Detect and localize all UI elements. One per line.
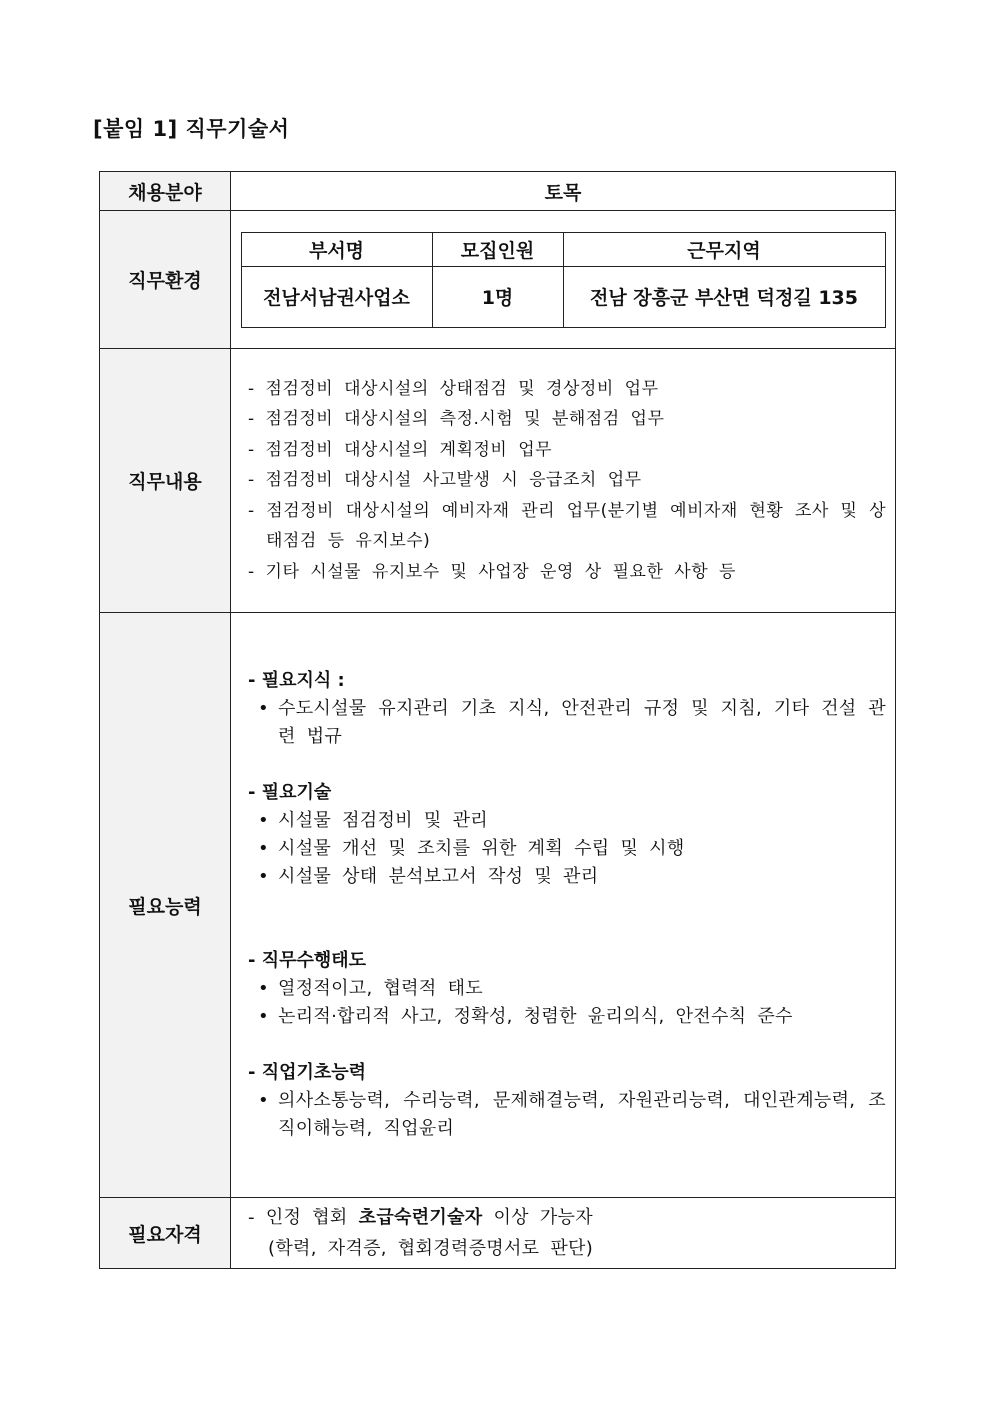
list-item: • 수도시설물 유지관리 기초 지식, 안전관리 규정 및 지침, 기타 건설 관련 법규	[258, 695, 886, 751]
list-item: - 점검정비 대상시설 사고발생 시 응급조치 업무	[248, 470, 642, 491]
job-description-table	[99, 171, 896, 1269]
skills-list	[248, 807, 886, 891]
required-qualification-cell	[231, 1198, 896, 1269]
list-item: - 기타 시설물 유지보수 및 사업장 운영 상 필요한 사항 등	[248, 561, 736, 582]
job-content-label: 직무내용	[100, 349, 231, 613]
job-content-list	[231, 374, 895, 588]
env-value-headcount: 1명	[432, 266, 563, 327]
env-value-department: 전남서남권사업소	[241, 266, 432, 327]
recruit-field-label: 채용분야	[100, 172, 231, 211]
basic-ability-heading: - 직업기초능력	[248, 1062, 367, 1083]
env-value-location: 전남 장흥군 부산면 덕정길 135	[563, 266, 885, 327]
list-item: • 논리적·합리적 사고, 정확성, 청렴한 윤리의식, 안전수칙 준수	[258, 1003, 886, 1031]
qualification-suffix: 이상 가능자	[482, 1207, 593, 1228]
required-ability-label: 필요능력	[100, 613, 231, 1198]
job-content-cell	[231, 349, 896, 613]
qualification-emphasis: 초급숙련기술자	[358, 1207, 483, 1228]
job-content-row	[100, 349, 896, 613]
required-ability-row	[100, 613, 896, 1198]
list-item: • 시설물 상태 분석보고서 작성 및 관리	[258, 863, 886, 891]
list-item: • 시설물 개선 및 조치를 위한 계획 수립 및 시행	[258, 835, 886, 863]
env-header-headcount: 모집인원	[432, 232, 563, 266]
list-item: • 시설물 점검정비 및 관리	[258, 807, 886, 835]
required-qualification-label: 필요자격	[100, 1198, 231, 1269]
list-item: - 점검정비 대상시설의 측정.시험 및 분해점검 업무	[248, 409, 665, 430]
recruit-field-row	[100, 172, 896, 211]
recruit-field-value: 토목	[231, 172, 896, 211]
basic-ability-list	[248, 1087, 886, 1143]
qualification-line	[248, 1202, 886, 1233]
qualification-prefix: - 인정 협회	[248, 1207, 359, 1228]
env-header-location: 근무지역	[563, 232, 885, 266]
attitude-list	[248, 975, 886, 1031]
list-item: - 점검정비 대상시설의 예비자재 관리 업무(분기별 예비자재 현황 조사 및 상태점검 등 유지보수)	[248, 500, 886, 552]
env-header-row	[241, 232, 885, 266]
required-ability-cell	[231, 613, 896, 1198]
job-environment-table	[241, 232, 886, 328]
attitude-heading: - 직무수행태도	[248, 950, 367, 971]
list-item: • 열정적이고, 협력적 태도	[258, 975, 886, 1003]
job-environment-label: 직무환경	[100, 211, 231, 349]
knowledge-heading: - 필요지식 :	[248, 670, 345, 691]
list-item: - 점검정비 대상시설의 상태점검 및 경상정비 업무	[248, 378, 659, 399]
required-qualification-row	[100, 1198, 896, 1269]
env-header-department: 부서명	[241, 232, 432, 266]
document-title: [붙임 1] 직무기술서	[93, 117, 290, 141]
required-ability-content	[231, 667, 895, 1143]
list-item: • 의사소통능력, 수리능력, 문제해결능력, 자원관리능력, 대인관계능력, 조직이해능력, 직업윤리	[258, 1087, 886, 1143]
qualification-note: (학력, 자격증, 협회경력증명서로 판단)	[268, 1238, 594, 1259]
knowledge-list	[248, 695, 886, 751]
required-qualification-content	[231, 1202, 895, 1264]
job-environment-cell	[231, 211, 896, 349]
skills-heading: - 필요기술	[248, 782, 332, 803]
list-item: - 점검정비 대상시설의 계획정비 업무	[248, 439, 553, 460]
env-value-row	[241, 266, 885, 327]
job-environment-row	[100, 211, 896, 349]
